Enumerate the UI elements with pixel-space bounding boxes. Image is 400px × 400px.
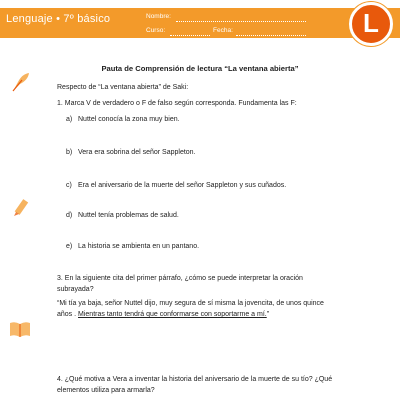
subject-badge-letter: L [363, 8, 379, 38]
course-field-label: Curso: [146, 27, 166, 34]
intro-line: Respecto de “La ventana abierta” de Saki: [57, 84, 189, 91]
name-field-line[interactable] [176, 21, 306, 22]
q1-item-b-text: Vera era sobrina del señor Sappleton. [78, 149, 196, 156]
question-4-line-2: elementos utiliza para armarla? [57, 387, 155, 394]
q1-item-e-letter: e) [66, 243, 73, 250]
q1-item-a-letter: a) [66, 116, 73, 123]
q1-item-e-text: La historia se ambienta en un pantano. [78, 243, 200, 250]
question-4-line-1: 4. ¿Qué motiva a Vera a inventar la historia del aniversario de la muerte de su tío? ¿Qué [57, 376, 333, 383]
question-3-line-1: 3. En la siguiente cita del primer párrafo, ¿cómo se puede interpretar la oración [57, 275, 303, 282]
course-field-line[interactable] [170, 35, 210, 36]
q1-item-c-text: Era el aniversario de la muerte del señor Sappleton y sus cuñados. [78, 182, 287, 189]
worksheet-title: Pauta de Comprensión de lectura “La ventana abierta” [101, 64, 299, 73]
date-field-label: Fecha: [213, 27, 233, 34]
question-3-line-2: subrayada? [57, 286, 94, 293]
name-field-label: Nombre: [146, 13, 171, 20]
quill-pen-icon [8, 70, 32, 94]
quote-line-2 [57, 310, 269, 320]
q1-item-c-letter: c) [66, 182, 72, 189]
q1-item-b-letter: b) [66, 149, 73, 156]
quote-underlined-sentence: Mientras tanto tendrá que conformarse con soportarme a mí. [78, 311, 267, 318]
pencil-icon [8, 197, 32, 221]
date-field-line[interactable] [236, 35, 306, 36]
q1-item-a-text: Nuttel conocía la zona muy bien. [78, 116, 180, 123]
book-icon [8, 317, 32, 341]
quote-line-2-start: años . [57, 311, 77, 318]
quote-closing-mark: ” [266, 311, 270, 318]
question-1-prompt: 1. Marca V de verdadero o F de falso según corresponda. Fundamenta las F: [57, 100, 297, 107]
quote-line-1: “Mi tía ya baja, señor Nuttel dijo, muy segura de sí misma la jovencita, de unos quince [57, 300, 324, 307]
q1-item-d-letter: d) [66, 212, 73, 219]
q1-item-d-text: Nuttel tenía problemas de salud. [78, 212, 179, 219]
subject-label: Lenguaje • 7º básico [6, 13, 111, 25]
